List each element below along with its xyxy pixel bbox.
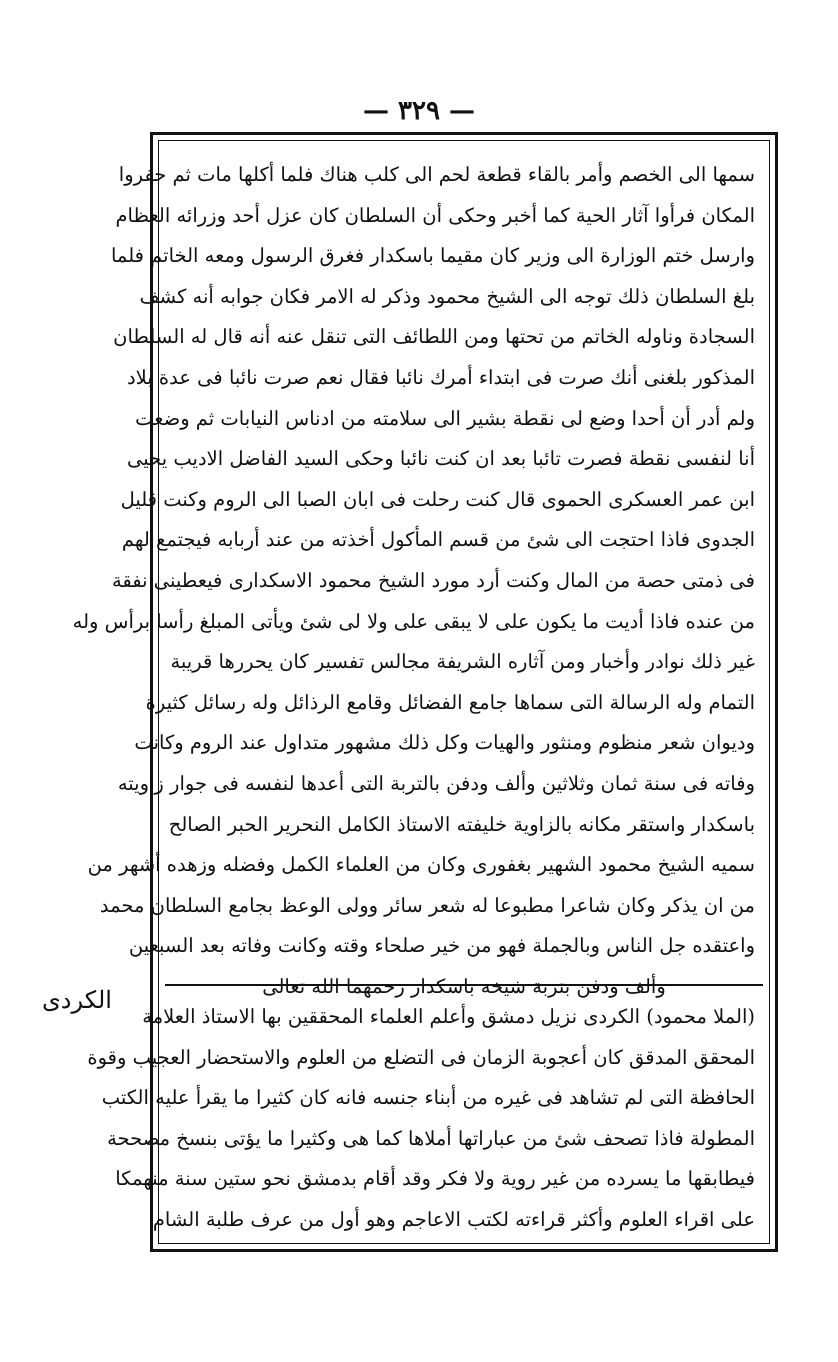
text-line: غير ذلك نوادر وأخبار ومن آثاره الشريفة مجالس تفسير كان يحررها قريبة [170,650,755,674]
text-line: واعتقده جل الناس وبالجملة فهو من خير صلحاء وقته وكانت وفاته بعد السبعين [128,934,755,958]
text-line: الحافظة التى لم تشاهد فى غيره من أبناء جنسه فانه كان كثيرا ما يقرأ عليه الكتب [101,1086,755,1110]
text-line: على اقراء العلوم وأكثر قراءته لكتب الاعاجم وهو أول من عرف طلبة الشام [152,1207,755,1231]
text-line: المطولة فاذا تصحف شئ من عباراتها أملاها كما هى وكثيرا ما يؤتى بنسخ مصححة [107,1126,755,1150]
text-line: وفاته فى سنة ثمان وثلاثين وألف ودفن بالتربة التى أعدها لنفسه فى جوار زاويته [117,771,755,795]
text-line: المحقق المدقق كان أعجوبة الزمان فى التضلع من العلوم والاستحضار العجيب وقوة [87,1045,755,1069]
text-line: المكان فرأوا آثار الحية كما أخبر وحكى أن السلطان كان عزل أحد وزرائه العظام [115,203,755,227]
entry-1-text [72,155,755,1007]
text-line: فيطابقها ما يسرده من غير روية ولا فكر وقد أقام بدمشق نحو ستين سنة منهمكا [115,1167,755,1191]
text-line: أنا لنفسى نقطة فصرت تائبا بعد ان كنت نائبا وحكى السيد الفاضل الاديب يحيى [127,447,755,471]
margin-note: الكردى [42,986,112,1014]
text-line: من عنده فاذا أديت ما يكون على لا يبقى على ولا لى شئ ويأتى المبلغ رأسا برأس وله [72,609,755,633]
entry-separator [165,984,763,986]
text-line: ولم أدر أن أحدا وضع لى نقطة بشير الى سلامته من ادناس النيابات ثم وضعت [135,406,755,430]
text-line: الجدوى فاذا احتجت الى شئ من قسم المأكول أخذته من عند أربابه فيجتمع لهم [121,528,755,552]
text-line-closing: وألف ودفن بتربة شيخه باسكدار رحمهما الله تعالى [262,974,666,998]
text-line: المذكور بلغنى أنك صرت فى ابتداء أمرك نائبا فقال نعم صرت نائبا فى عدة بلاد [126,365,755,389]
entry-heading-line: (الملا محمود) الكردى نزيل دمشق وأعلم العلماء المحققين بها الاستاذ العلامة [142,1005,755,1028]
text-line: ابن عمر العسكرى الحموى قال كنت رحلت فى ابان الصبا الى الروم وكنت قليل [120,487,755,511]
text-line: بلغ السلطان ذلك توجه الى الشيخ محمود وذكر له الامر فكان جوابه أنه كشف [139,284,755,308]
text-line: سمها الى الخصم وأمر بالقاء قطعة لحم الى كلب هناك فلما أكلها مات ثم حفروا [118,163,755,186]
text-line: سميه الشيخ محمود الشهير بغفورى وكان من العلماء الكمل وفضله وزهده أشهر من [87,853,755,877]
page-frame-inner [72,140,770,1244]
page-frame [72,132,778,1252]
text-line: باسكدار واستقر مكانه بالزاوية خليفته الاستاذ الكامل النحرير الحبر الصالح [168,812,755,836]
text-line: وديوان شعر منظوم ومنثور والهيات وكل ذلك مشهور متداول عند الروم وكانت [134,731,755,755]
text-line: من ان يذكر وكان شاعرا مطبوعا له شعر سائر وولى الوعظ بجامع السلطان محمد [99,893,755,917]
text-line: التمام وله الرسالة التى سماها جامع الفضائل وقامع الرذائل وله رسائل كثيرة [145,690,755,714]
text-line: السجادة وناوله الخاتم من تحتها ومن اللطائف التى تنقل عنه أنه قال له السلطان [113,325,755,349]
text-line: فى ذمتى حصة من المال وكنت أرد مورد الشيخ محمود الاسكدارى فيعطينى نفقة [111,568,755,592]
entry-2-text [87,997,755,1241]
text-line: وارسل ختم الوزارة الى وزير كان مقيما باسكدار فغرق الرسول ومعه الخاتم فلما [110,244,755,268]
page-number: — ٣٢٩ — [362,96,476,126]
